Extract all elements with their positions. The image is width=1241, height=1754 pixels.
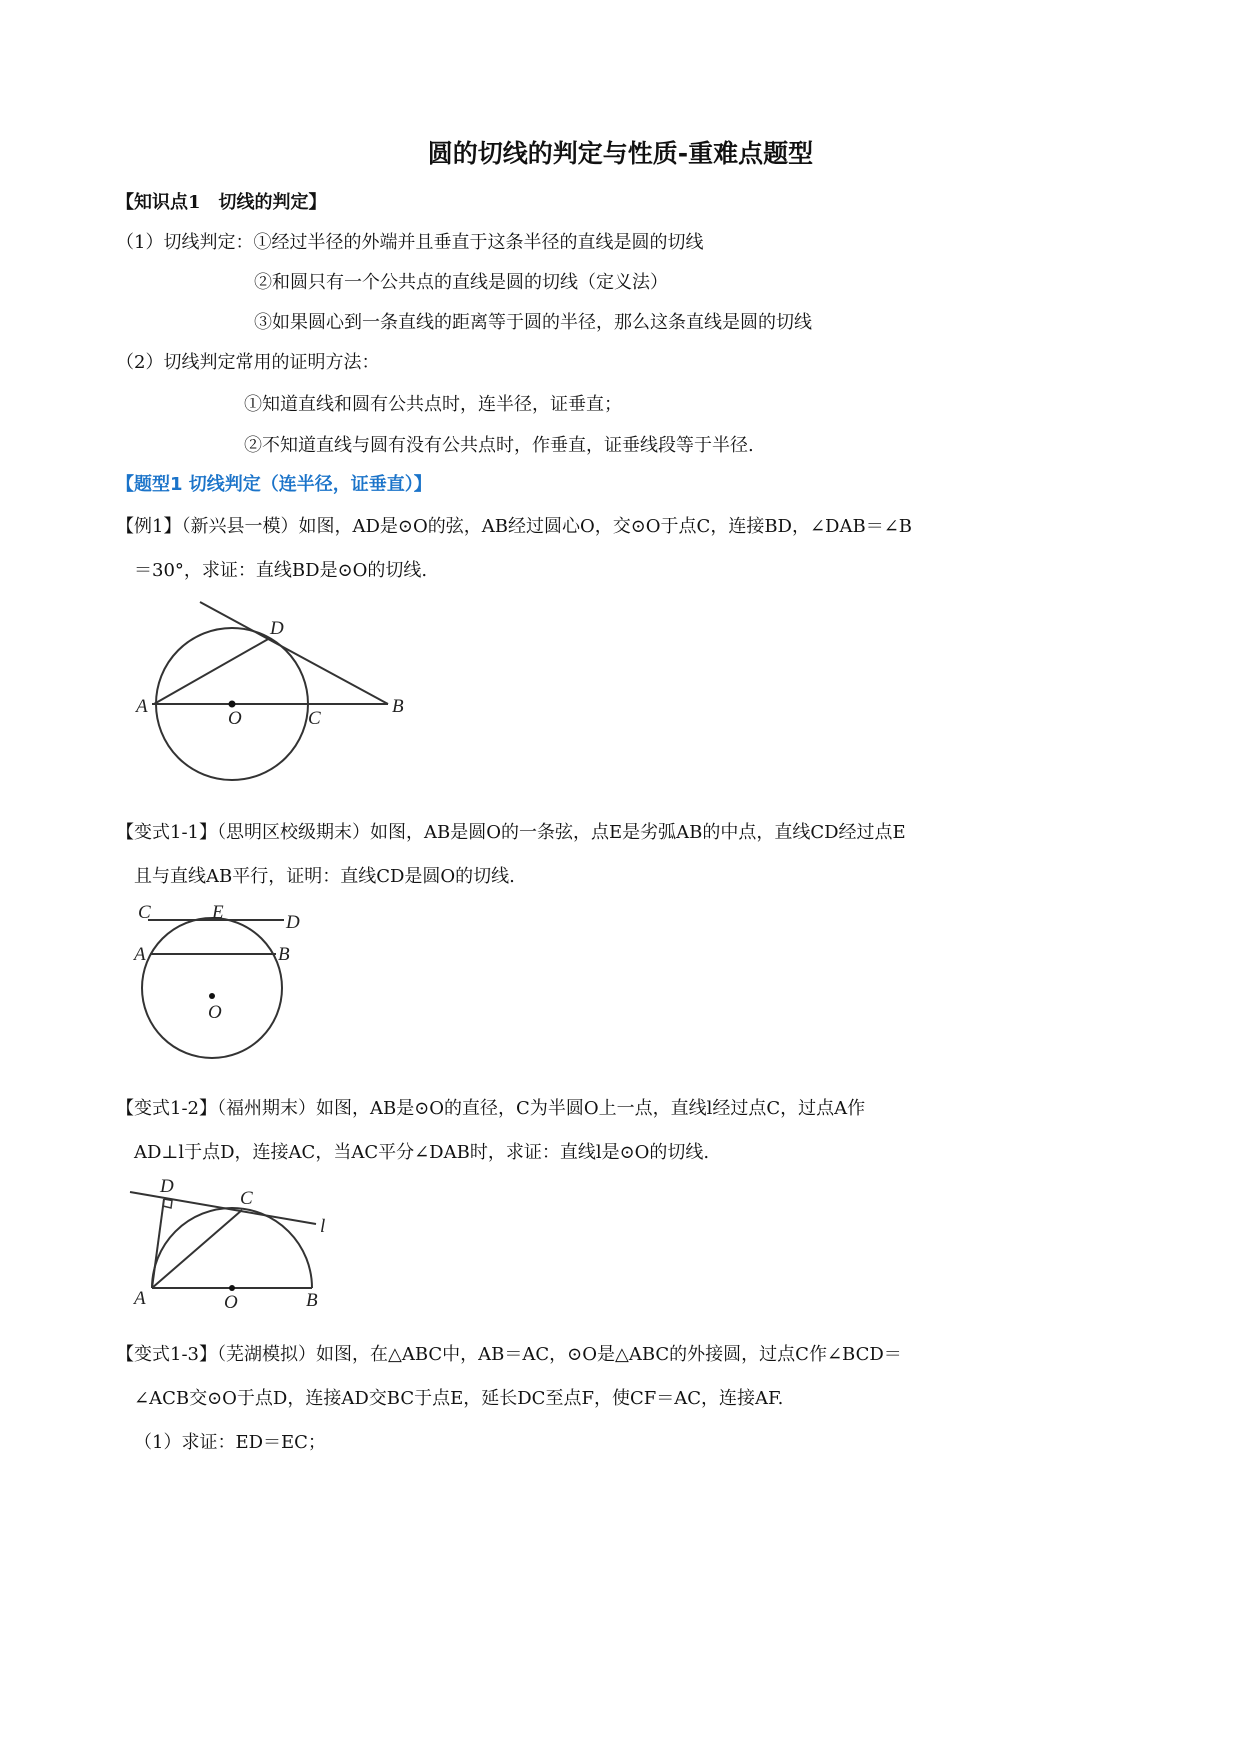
label-o: O — [228, 708, 242, 729]
label-b: B — [306, 1290, 318, 1311]
label-o: O — [208, 1002, 222, 1023]
variant1-3-question1: （1）求证：ED＝EC； — [134, 1432, 326, 1453]
variant1-1-line2: 且与直线AB平行，证明：直线CD是圆O的切线. — [134, 866, 515, 887]
label-c: C — [138, 902, 151, 923]
variant1-3-line1: 【变式1-3】（芜湖模拟）如图，在△ABC中，AB＝AC，⊙O是△ABC的外接圆，过点C作∠BCD＝ — [116, 1344, 902, 1365]
label-c: C — [240, 1188, 253, 1209]
criterion-1: （1）切线判定：①经过半径的外端并且垂直于这条半径的直线是圆的切线 — [116, 232, 704, 253]
label-e: E — [212, 902, 224, 923]
method-1: ①知道直线和圆有公共点时，连半径，证垂直； — [244, 394, 622, 415]
variant1-2-line2: AD⊥l于点D，连接AC，当AC平分∠DAB时，求证：直线l是⊙O的切线. — [134, 1142, 710, 1163]
label-a: A — [134, 944, 146, 965]
label-o: O — [224, 1292, 238, 1313]
label-d: D — [270, 618, 284, 639]
label-d: D — [160, 1176, 174, 1197]
variant1-3-line2: ∠ACB交⊙O于点D，连接AD交BC于点E，延长DC至点F，使CF＝AC，连接AF. — [134, 1388, 784, 1409]
label-a: A — [134, 1288, 146, 1309]
label-b: B — [278, 944, 290, 965]
example1-figure — [120, 590, 430, 794]
knowledge-heading: 【知识点1 切线的判定】 — [116, 192, 327, 213]
type1-heading: 【题型1 切线判定（连半径，证垂直）】 — [116, 474, 432, 495]
label-d: D — [286, 912, 300, 933]
variant1-1-line1: 【变式1-1】（思明区校级期末）如图，AB是圆O的一条弦，点E是劣弧AB的中点，直线CD经过点E — [116, 822, 906, 843]
label-b: B — [392, 696, 404, 717]
method-2: ②不知道直线与圆有没有公共点时，作垂直，证垂线段等于半径. — [244, 435, 754, 456]
example1-line1: 【例1】（新兴县一模）如图，AD是⊙O的弦，AB经过圆心O，交⊙O于点C，连接BD，∠DAB＝∠B — [116, 516, 913, 537]
variant1-1-figure — [120, 898, 320, 1074]
variant1-2-line1: 【变式1-2】（福州期末）如图，AB是⊙O的直径，C为半圆O上一点，直线l经过点C，过点A作 — [116, 1098, 866, 1119]
methods-heading: （2）切线判定常用的证明方法： — [116, 352, 380, 373]
label-a: A — [136, 696, 148, 717]
page-title: 圆的切线的判定与性质-重难点题型 — [427, 139, 814, 168]
criterion-2: ②和圆只有一个公共点的直线是圆的切线（定义法） — [254, 272, 668, 293]
variant1-2-figure — [120, 1172, 350, 1326]
label-l: l — [320, 1216, 326, 1237]
label-c: C — [308, 708, 321, 729]
criterion-3: ③如果圆心到一条直线的距离等于圆的半径，那么这条直线是圆的切线 — [254, 312, 812, 333]
example1-line2: ＝30°，求证：直线BD是⊙O的切线. — [134, 560, 428, 581]
